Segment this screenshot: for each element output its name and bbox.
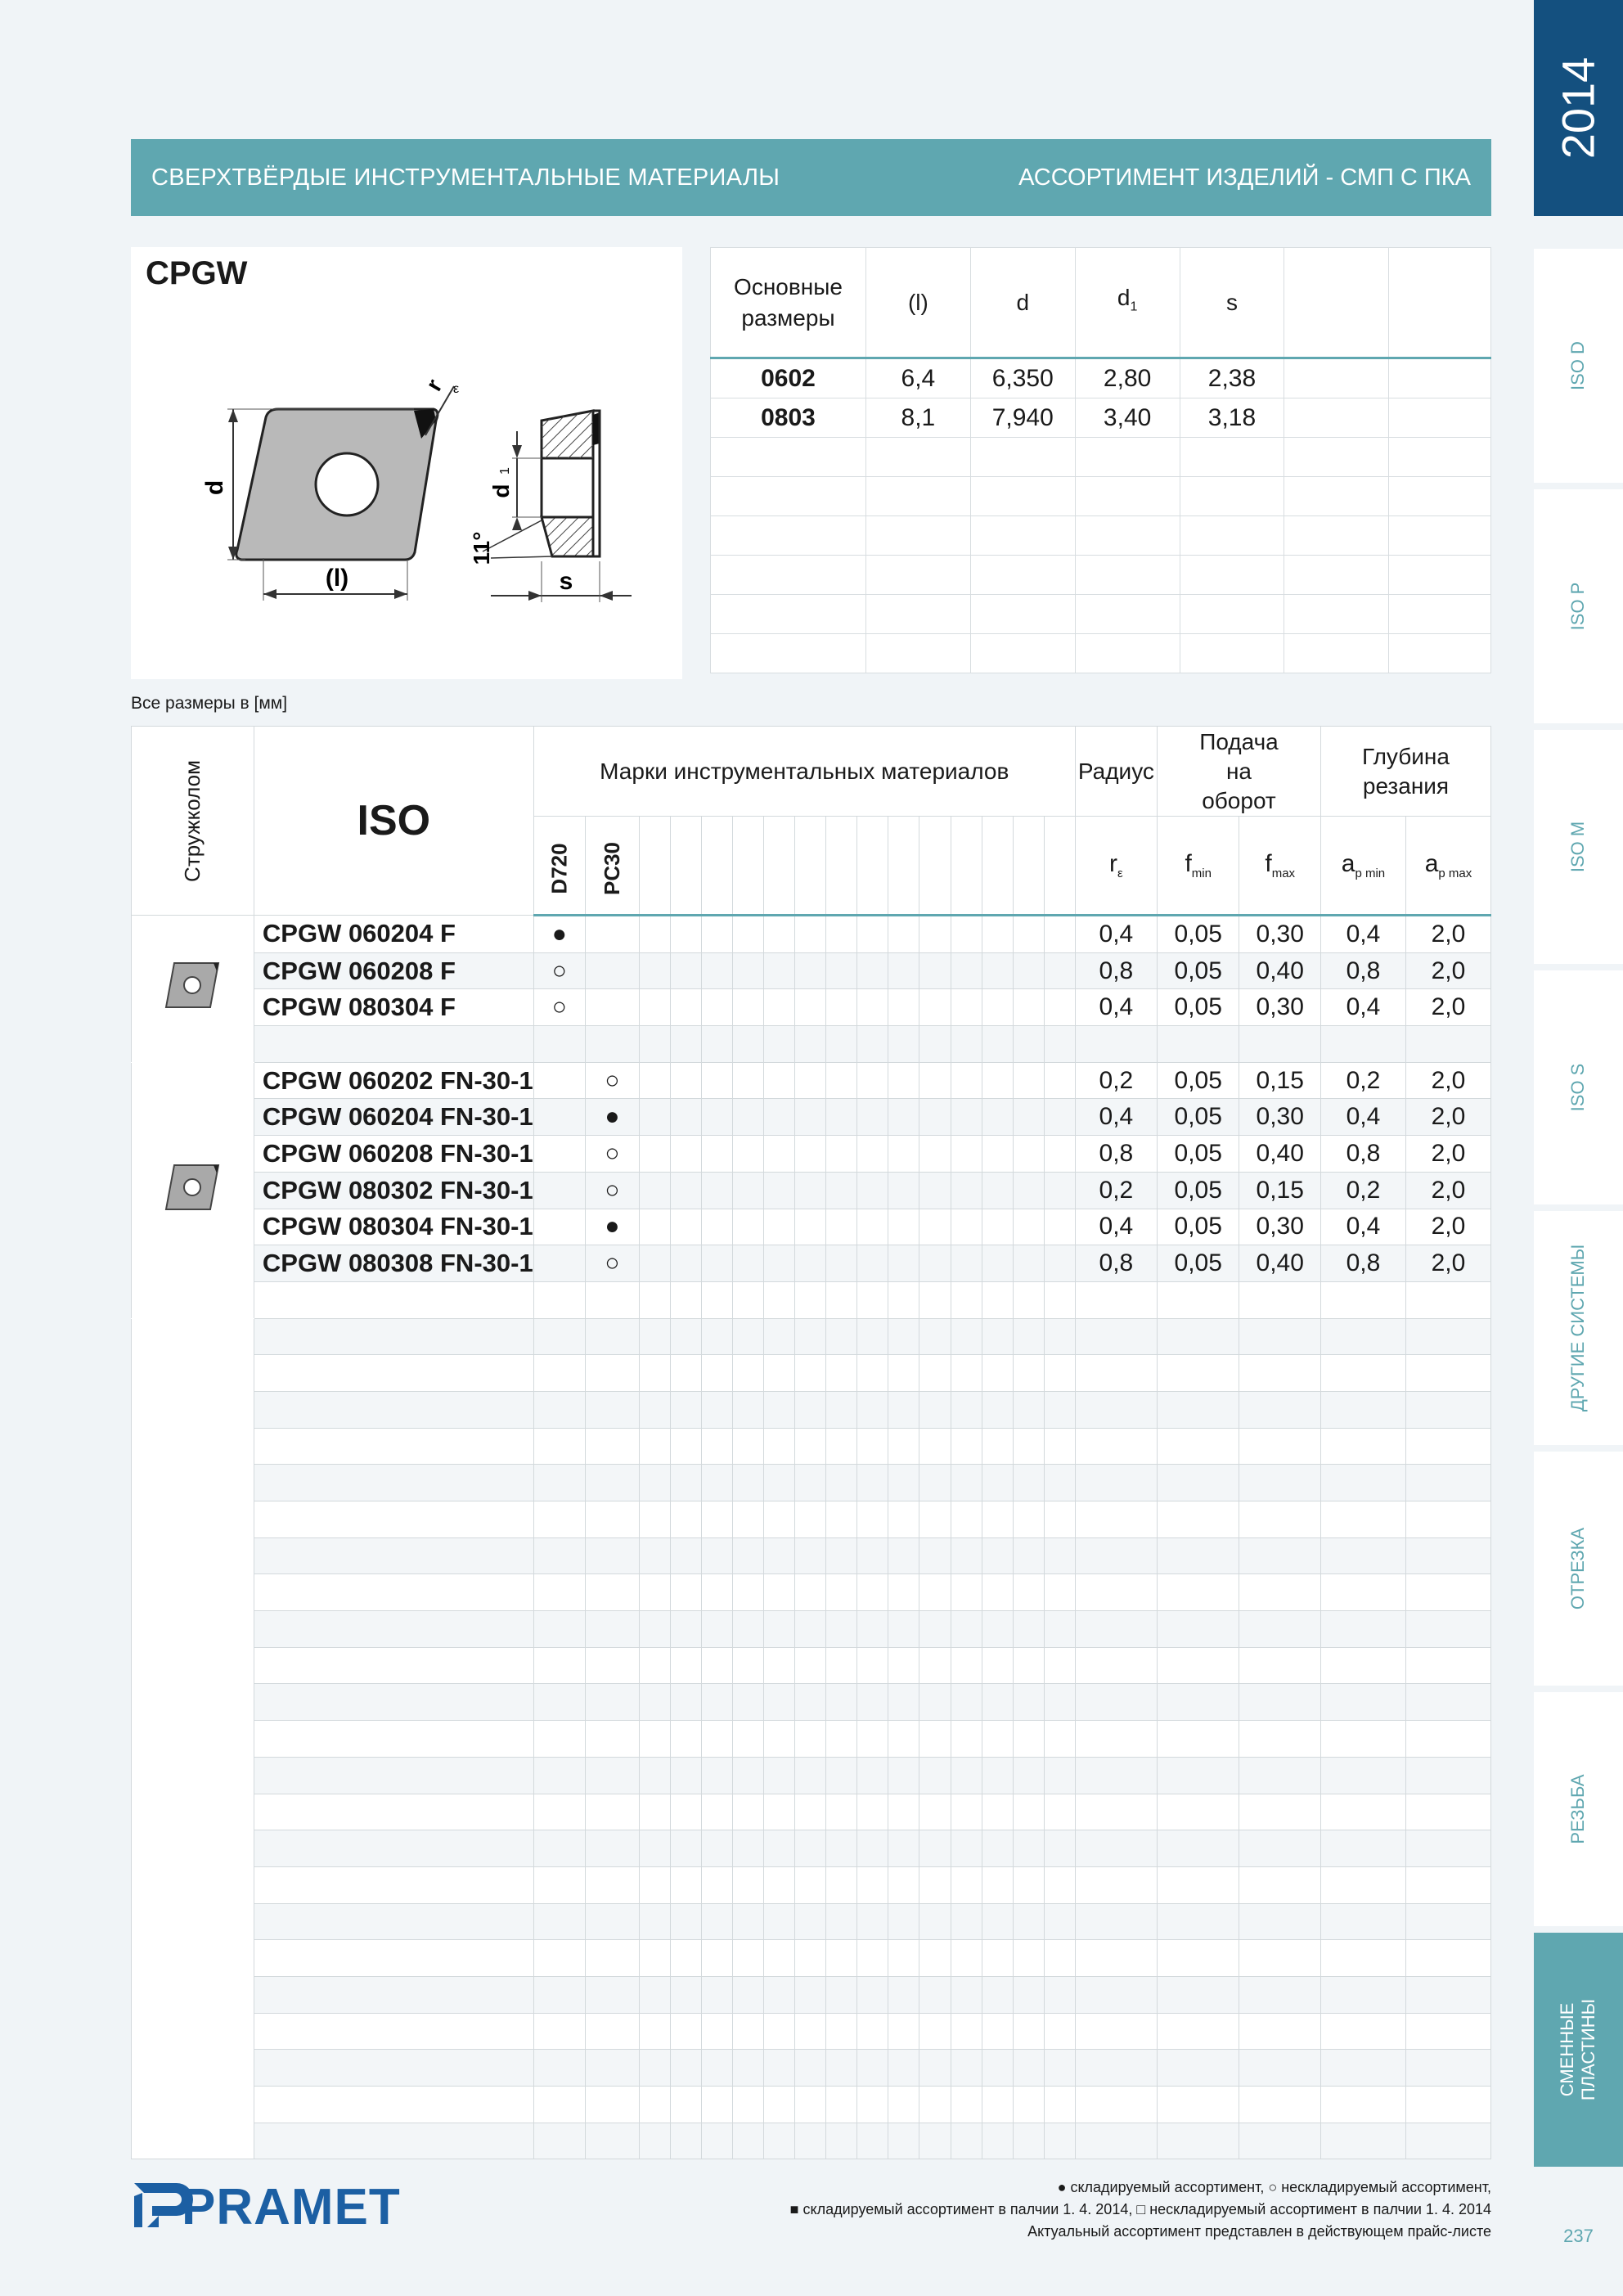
value-re: 0,8: [1075, 952, 1157, 989]
value-apmax: 2,0: [1405, 1245, 1490, 1282]
product-table: [131, 726, 1491, 2159]
grade-d720: [533, 1172, 585, 1209]
iso-code: CPGW 060202 FN-30-1: [254, 1062, 533, 1099]
dimensions-table: [710, 247, 1491, 673]
units-note: Все размеры в [мм]: [131, 694, 288, 713]
apmin-header: $a_{p min}$: [1320, 817, 1405, 916]
dims-size-code: 0803: [711, 398, 866, 438]
value-apmin: 0,8: [1320, 952, 1405, 989]
value-fmin: 0,05: [1157, 1136, 1239, 1173]
svg-text:1: 1: [498, 467, 512, 475]
sidebar-tab-label: ОТРЕЗКА: [1567, 1527, 1588, 1610]
grade-d720: ○: [533, 952, 585, 989]
sidebar-tab-3[interactable]: [1534, 730, 1623, 964]
table-row: [132, 1830, 1491, 1867]
dims-value: 3,40: [1075, 398, 1180, 438]
value-apmax: 2,0: [1405, 1099, 1490, 1136]
subsection-title: АССОРТИМЕНТ ИЗДЕЛИЙ - СМП С ПКА: [1018, 164, 1471, 191]
value-re: 0,2: [1075, 1172, 1157, 1209]
table-row: [132, 1866, 1491, 1903]
legend-line-2: ■ складируемый ассортимент в палчии 1. 4. 2014, □ нескладируемый ассортимент в палчии 1. 4. 2014: [789, 2201, 1491, 2217]
grade-pc30: [585, 952, 639, 989]
dims-value: 8,1: [865, 398, 970, 438]
dims-row: [711, 398, 1491, 438]
dims-header-d1: $d_1$: [1075, 248, 1180, 358]
sidebar-tab-label: ISO M: [1567, 821, 1588, 873]
iso-code: CPGW 060208 F: [254, 952, 533, 989]
dims-header-size: Основные размеры: [711, 248, 866, 358]
table-row: [132, 1136, 1491, 1173]
dims-header-s: s: [1180, 248, 1284, 358]
dims-row: [711, 595, 1491, 634]
sidebar-tab-label: ДРУГИЕ СИСТЕМЫ: [1567, 1244, 1588, 1412]
value-apmax: 2,0: [1405, 1172, 1490, 1209]
label-angle: 11°: [469, 531, 494, 565]
value-apmax: 2,0: [1405, 916, 1490, 953]
chipbreaker-cell: [132, 916, 254, 1063]
value-fmax: 0,30: [1239, 1209, 1321, 1245]
value-fmax: 0,40: [1239, 952, 1321, 989]
insert-thumbnail-icon: [160, 957, 225, 1014]
value-apmax: 2,0: [1405, 1136, 1490, 1173]
grades-header: Марки инструментальных материалов: [533, 727, 1075, 817]
table-row: [132, 1976, 1491, 2013]
iso-code: CPGW 060204 F: [254, 916, 533, 953]
apmax-header: $a_{p max}$: [1405, 817, 1490, 916]
table-row: [132, 1391, 1491, 1428]
grade-d720: [533, 1062, 585, 1099]
value-apmax: 2,0: [1405, 1209, 1490, 1245]
value-re: 0,2: [1075, 1062, 1157, 1099]
dims-row: [711, 477, 1491, 516]
dims-row: [711, 438, 1491, 477]
value-fmin: 0,05: [1157, 952, 1239, 989]
value-fmin: 0,05: [1157, 1062, 1239, 1099]
dims-value: 3,18: [1180, 398, 1284, 438]
pramet-logo: [131, 2177, 401, 2238]
dims-value: 7,940: [970, 398, 1075, 438]
dims-row: [711, 556, 1491, 595]
sidebar-tab-7[interactable]: [1534, 1692, 1623, 1926]
table-row: [132, 952, 1491, 989]
value-fmax: 0,40: [1239, 1245, 1321, 1282]
grade-pc30: ○: [585, 1245, 639, 1282]
value-apmax: 2,0: [1405, 989, 1490, 1026]
chipbreaker-cell: [132, 1062, 254, 1318]
value-re: 0,8: [1075, 1136, 1157, 1173]
sidebar-tab-6[interactable]: [1534, 1452, 1623, 1686]
section-title: СВЕРХТВЁРДЫЕ ИНСТРУМЕНТАЛЬНЫЕ МАТЕРИАЛЫ: [151, 164, 780, 191]
dims-size-code: 0602: [711, 358, 866, 398]
table-row: [132, 1647, 1491, 1684]
grade-pc30: ●: [585, 1209, 639, 1245]
grade-pc30: ●: [585, 1099, 639, 1136]
grade-pc30: [585, 916, 639, 953]
value-fmax: 0,15: [1239, 1062, 1321, 1099]
legend: [790, 2177, 1491, 2243]
table-row: [132, 1099, 1491, 1136]
label-re: r: [420, 375, 447, 395]
value-fmin: 0,05: [1157, 1099, 1239, 1136]
value-fmax: 0,30: [1239, 916, 1321, 953]
insert-title: CPGW: [146, 255, 248, 291]
value-fmax: 0,30: [1239, 989, 1321, 1026]
table-row: [132, 1172, 1491, 1209]
grade-d720: ●: [533, 916, 585, 953]
value-fmax: 0,40: [1239, 1136, 1321, 1173]
table-row: [132, 1611, 1491, 1648]
label-d: d: [201, 479, 228, 496]
dims-header-d: d: [970, 248, 1075, 358]
value-fmax: 0,15: [1239, 1172, 1321, 1209]
table-row: [132, 1428, 1491, 1465]
grade-d720: [533, 1245, 585, 1282]
value-apmin: 0,8: [1320, 1136, 1405, 1173]
year-label: 2014: [1552, 56, 1604, 160]
re-header: $r_\varepsilon$: [1075, 817, 1157, 916]
table-row: [132, 1318, 1491, 1355]
page-number: 237: [1563, 2226, 1594, 2246]
table-row: [132, 1574, 1491, 1611]
value-apmax: 2,0: [1405, 952, 1490, 989]
feed-header: Подача на оборот: [1157, 727, 1320, 817]
insert-diagram-panel: [131, 247, 682, 679]
radius-header: Радиус: [1075, 727, 1157, 817]
table-row: [132, 2087, 1491, 2123]
dims-value: 2,80: [1075, 358, 1180, 398]
dims-row: [711, 634, 1491, 673]
table-row: [132, 2123, 1491, 2159]
fmax-header: $f_{max}$: [1239, 817, 1321, 916]
grade-pc30: ○: [585, 1172, 639, 1209]
value-apmin: 0,4: [1320, 1209, 1405, 1245]
table-row: [132, 1245, 1491, 1282]
grade-d720: [533, 1136, 585, 1173]
sidebar-tab-8[interactable]: [1534, 1933, 1623, 2167]
sidebar-tab-label: ISO S: [1567, 1063, 1588, 1112]
iso-header: ISO: [254, 727, 533, 916]
table-row: [132, 2050, 1491, 2087]
iso-code: CPGW 080302 FN-30-1: [254, 1172, 533, 1209]
year-tab: [1534, 0, 1623, 216]
grade-d720: [533, 1099, 585, 1136]
logo-text: PRAMET: [182, 2179, 401, 2235]
value-fmin: 0,05: [1157, 1245, 1239, 1282]
table-row: [132, 1026, 1491, 1063]
table-row: [132, 1501, 1491, 1538]
grade-pc30: [585, 989, 639, 1026]
dims-row: [711, 516, 1491, 556]
sidebar-tab-label: СМЕННЫЕ ПЛАСТИНЫ: [1557, 1998, 1598, 2101]
sidebar-tab-label: РЕЗЬБА: [1567, 1774, 1588, 1844]
value-fmin: 0,05: [1157, 989, 1239, 1026]
table-row: [132, 1465, 1491, 1501]
legend-line-3: Актуальный ассортимент представлен в действующем прайс-листе: [1027, 2223, 1491, 2240]
value-apmin: 0,8: [1320, 1245, 1405, 1282]
insert-hole: [316, 453, 378, 515]
chipbreaker-header: Стружколом: [132, 727, 254, 916]
fmin-header: $f_{min}$: [1157, 817, 1239, 916]
iso-code: CPGW 060204 FN-30-1: [254, 1099, 533, 1136]
sidebar-tab-5[interactable]: [1534, 1211, 1623, 1445]
section-header-bar: [131, 139, 1491, 216]
grade-pc30: ○: [585, 1136, 639, 1173]
grade-header-1: D720: [533, 817, 585, 916]
dims-row: [711, 358, 1491, 398]
iso-code: CPGW 060208 FN-30-1: [254, 1136, 533, 1173]
svg-text:ε: ε: [453, 382, 460, 396]
table-row: [132, 1721, 1491, 1758]
value-apmin: 0,2: [1320, 1172, 1405, 1209]
value-apmin: 0,4: [1320, 989, 1405, 1026]
table-row: [132, 2013, 1491, 2050]
value-fmin: 0,05: [1157, 916, 1239, 953]
table-row: [132, 1684, 1491, 1721]
table-row: [132, 1903, 1491, 1940]
insert-drawing: [131, 247, 682, 679]
table-row: [132, 1062, 1491, 1099]
grade-d720: [533, 1209, 585, 1245]
value-apmin: 0,4: [1320, 1099, 1405, 1136]
label-d1: d: [488, 484, 514, 498]
grade-header-2: PC30: [585, 817, 639, 916]
depth-header: Глубина резания: [1320, 727, 1490, 817]
table-row: [132, 1757, 1491, 1794]
table-row: [132, 989, 1491, 1026]
value-fmin: 0,05: [1157, 1172, 1239, 1209]
value-re: 0,4: [1075, 1209, 1157, 1245]
value-apmin: 0,4: [1320, 916, 1405, 953]
sidebar-tab-2[interactable]: [1534, 489, 1623, 723]
sidebar-tab-4[interactable]: [1534, 970, 1623, 1204]
iso-code: CPGW 080308 FN-30-1: [254, 1245, 533, 1282]
grade-d720: ○: [533, 989, 585, 1026]
table-row: [132, 1355, 1491, 1392]
dims-header-l: (l): [865, 248, 970, 358]
iso-code: CPGW 080304 F: [254, 989, 533, 1026]
value-re: 0,4: [1075, 989, 1157, 1026]
value-re: 0,8: [1075, 1245, 1157, 1282]
table-row: [132, 1209, 1491, 1245]
label-l: (l): [325, 565, 349, 592]
sidebar-tab-1[interactable]: [1534, 249, 1623, 483]
table-row: [132, 1794, 1491, 1830]
value-re: 0,4: [1075, 1099, 1157, 1136]
dims-value: 6,350: [970, 358, 1075, 398]
value-apmin: 0,2: [1320, 1062, 1405, 1099]
label-s: s: [559, 568, 573, 595]
iso-code: CPGW 080304 FN-30-1: [254, 1209, 533, 1245]
sidebar-tab-label: ISO P: [1567, 582, 1588, 631]
grade-pc30: ○: [585, 1062, 639, 1099]
value-fmax: 0,30: [1239, 1099, 1321, 1136]
legend-line-1: ● складируемый ассортимент, ○ нескладируемый ассортимент,: [1057, 2179, 1491, 2195]
value-apmax: 2,0: [1405, 1062, 1490, 1099]
sidebar-tab-label: ISO D: [1567, 341, 1588, 390]
table-row: [132, 1940, 1491, 1977]
dims-value: 2,38: [1180, 358, 1284, 398]
value-re: 0,4: [1075, 916, 1157, 953]
dims-value: 6,4: [865, 358, 970, 398]
insert-thumbnail-icon: [160, 1159, 225, 1216]
table-row: [132, 1537, 1491, 1574]
table-row: [132, 1281, 1491, 1318]
value-fmin: 0,05: [1157, 1209, 1239, 1245]
table-row: [132, 916, 1491, 953]
